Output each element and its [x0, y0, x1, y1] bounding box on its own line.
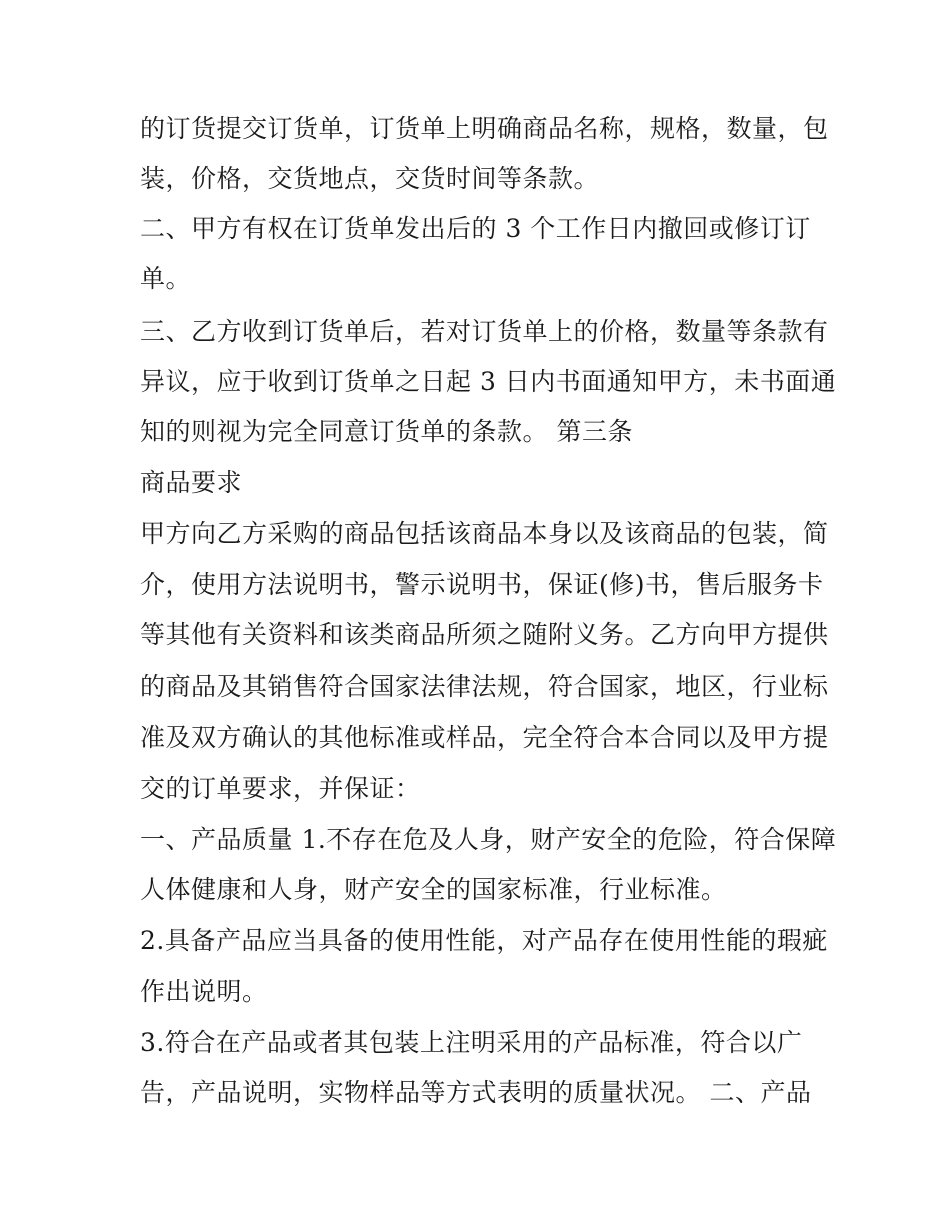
text-line: 3.符合在产品或者其包装上注明采用的产品标准，符合以广 — [140, 1028, 803, 1057]
text-line: 一、产品质量 1.不存在危及人身，财产安全的危险，符合保障 — [140, 825, 837, 854]
text-line: 三、乙方收到订货单后，若对订货单上的价格，数量等条款有 — [140, 317, 829, 346]
text-line: 的订货提交订货单，订货单上明确商品名称，规格，数量，包 — [140, 114, 829, 143]
text-line: 甲方向乙方采购的商品包括该商品本身以及该商品的包装，简 — [140, 519, 829, 548]
text-line: 装，价格，交货地点，交货时间等条款。 — [140, 164, 600, 193]
text-line: 作出说明。 — [140, 977, 268, 1006]
text-line: 告，产品说明，实物样品等方式表明的质量状况。 二、产品 — [140, 1078, 812, 1107]
text-line: 异议，应于收到订货单之日起 3 日内书面通知甲方，未书面通 — [140, 367, 837, 396]
text-line: 准及双方确认的其他标准或样品，完全符合本合同以及甲方提 — [140, 723, 829, 752]
text-line: 人体健康和人身，财产安全的国家标准，行业标准。 — [140, 875, 727, 904]
text-line: 单。 — [140, 264, 192, 293]
text-line: 等其他有关资料和该类商品所须之随附义务。乙方向甲方提供 — [140, 620, 829, 649]
text-line: 2.具备产品应当具备的使用性能，对产品存在使用性能的瑕疵 — [140, 926, 828, 955]
text-line: 二、甲方有权在订货单发出后的 3 个工作日内撤回或修订订 — [140, 214, 811, 243]
text-line: 介，使用方法说明书，警示说明书，保证(修)书，售后服务卡 — [140, 570, 824, 599]
text-line: 交的订单要求，并保证： — [140, 774, 421, 803]
section-heading: 商品要求 — [140, 468, 243, 497]
text-line: 的商品及其销售符合国家法律法规，符合国家，地区，行业标 — [140, 672, 829, 701]
text-line: 知的则视为完全同意订货单的条款。 第三条 — [140, 417, 633, 446]
